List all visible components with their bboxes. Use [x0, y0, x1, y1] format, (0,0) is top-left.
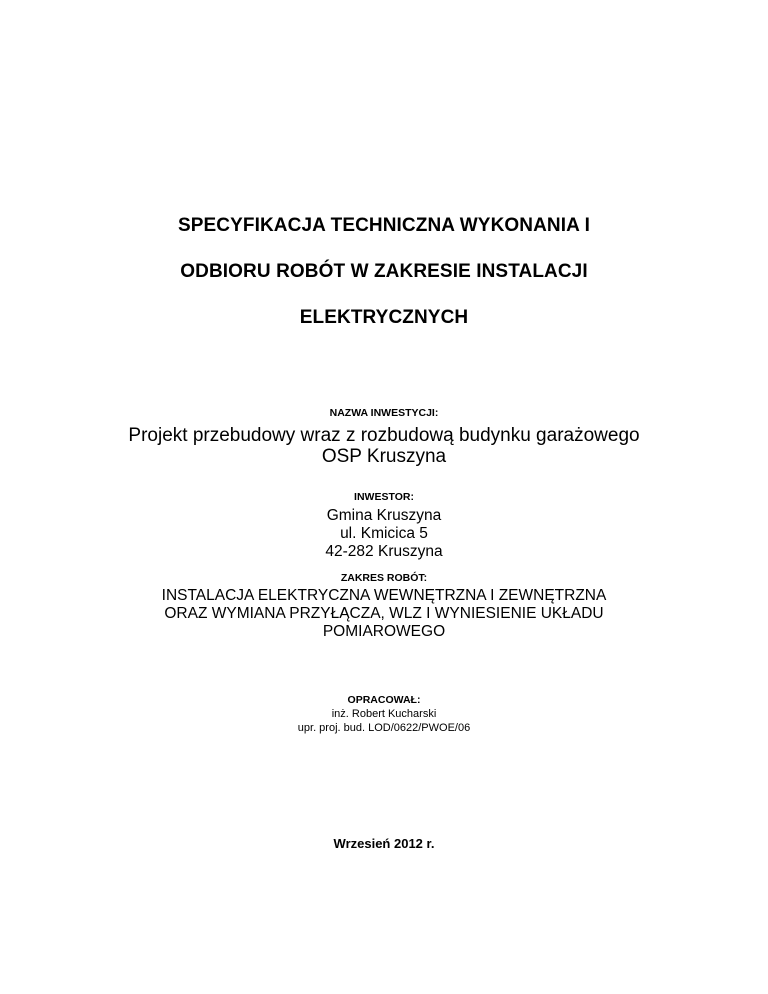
date-section: [0, 836, 768, 852]
investment-name-line-1: Projekt przebudowy wraz z rozbudową budynku garażowego: [128, 425, 640, 446]
title-line-3: ELEKTRYCZNYCH: [299, 307, 469, 328]
scope-line-2: ORAZ WYMIANA PRZYŁĄCZA, WLZ I WYNIESIENIE UKŁADU: [164, 605, 604, 622]
scope-line-3: POMIAROWEGO: [322, 623, 446, 640]
investor-street: ul. Kmicica 5: [340, 525, 428, 542]
scope-label: ZAKRES ROBÓT:: [340, 572, 428, 584]
investor-section: [0, 490, 768, 561]
title-line-1: SPECYFIKACJA TECHNICZNA WYKONANIA I: [177, 215, 590, 236]
document-title: [0, 203, 768, 341]
scope-section: [0, 571, 768, 641]
investment-name-line-2: OSP Kruszyna: [321, 446, 447, 467]
title-line-2: ODBIORU ROBÓT W ZAKRESIE INSTALACJI: [180, 261, 588, 282]
investor-city: 42-282 Kruszyna: [325, 543, 443, 560]
author-license: upr. proj. bud. LOD/0622/PWOE/06: [297, 722, 471, 734]
investor-label: INWESTOR:: [354, 491, 414, 503]
investment-section: [0, 406, 768, 467]
scope-line-1: INSTALACJA ELEKTRYCZNA WEWNĘTRZNA I ZEWNĘTRZNA: [161, 587, 607, 604]
author-name: inż. Robert Kucharski: [331, 708, 437, 720]
investor-name: Gmina Kruszyna: [326, 507, 442, 524]
author-section: [0, 693, 768, 735]
author-label: OPRACOWAŁ:: [347, 694, 421, 706]
investment-label: NAZWA INWESTYCJI:: [329, 407, 439, 419]
document-date: Wrzesień 2012 r.: [333, 836, 435, 851]
